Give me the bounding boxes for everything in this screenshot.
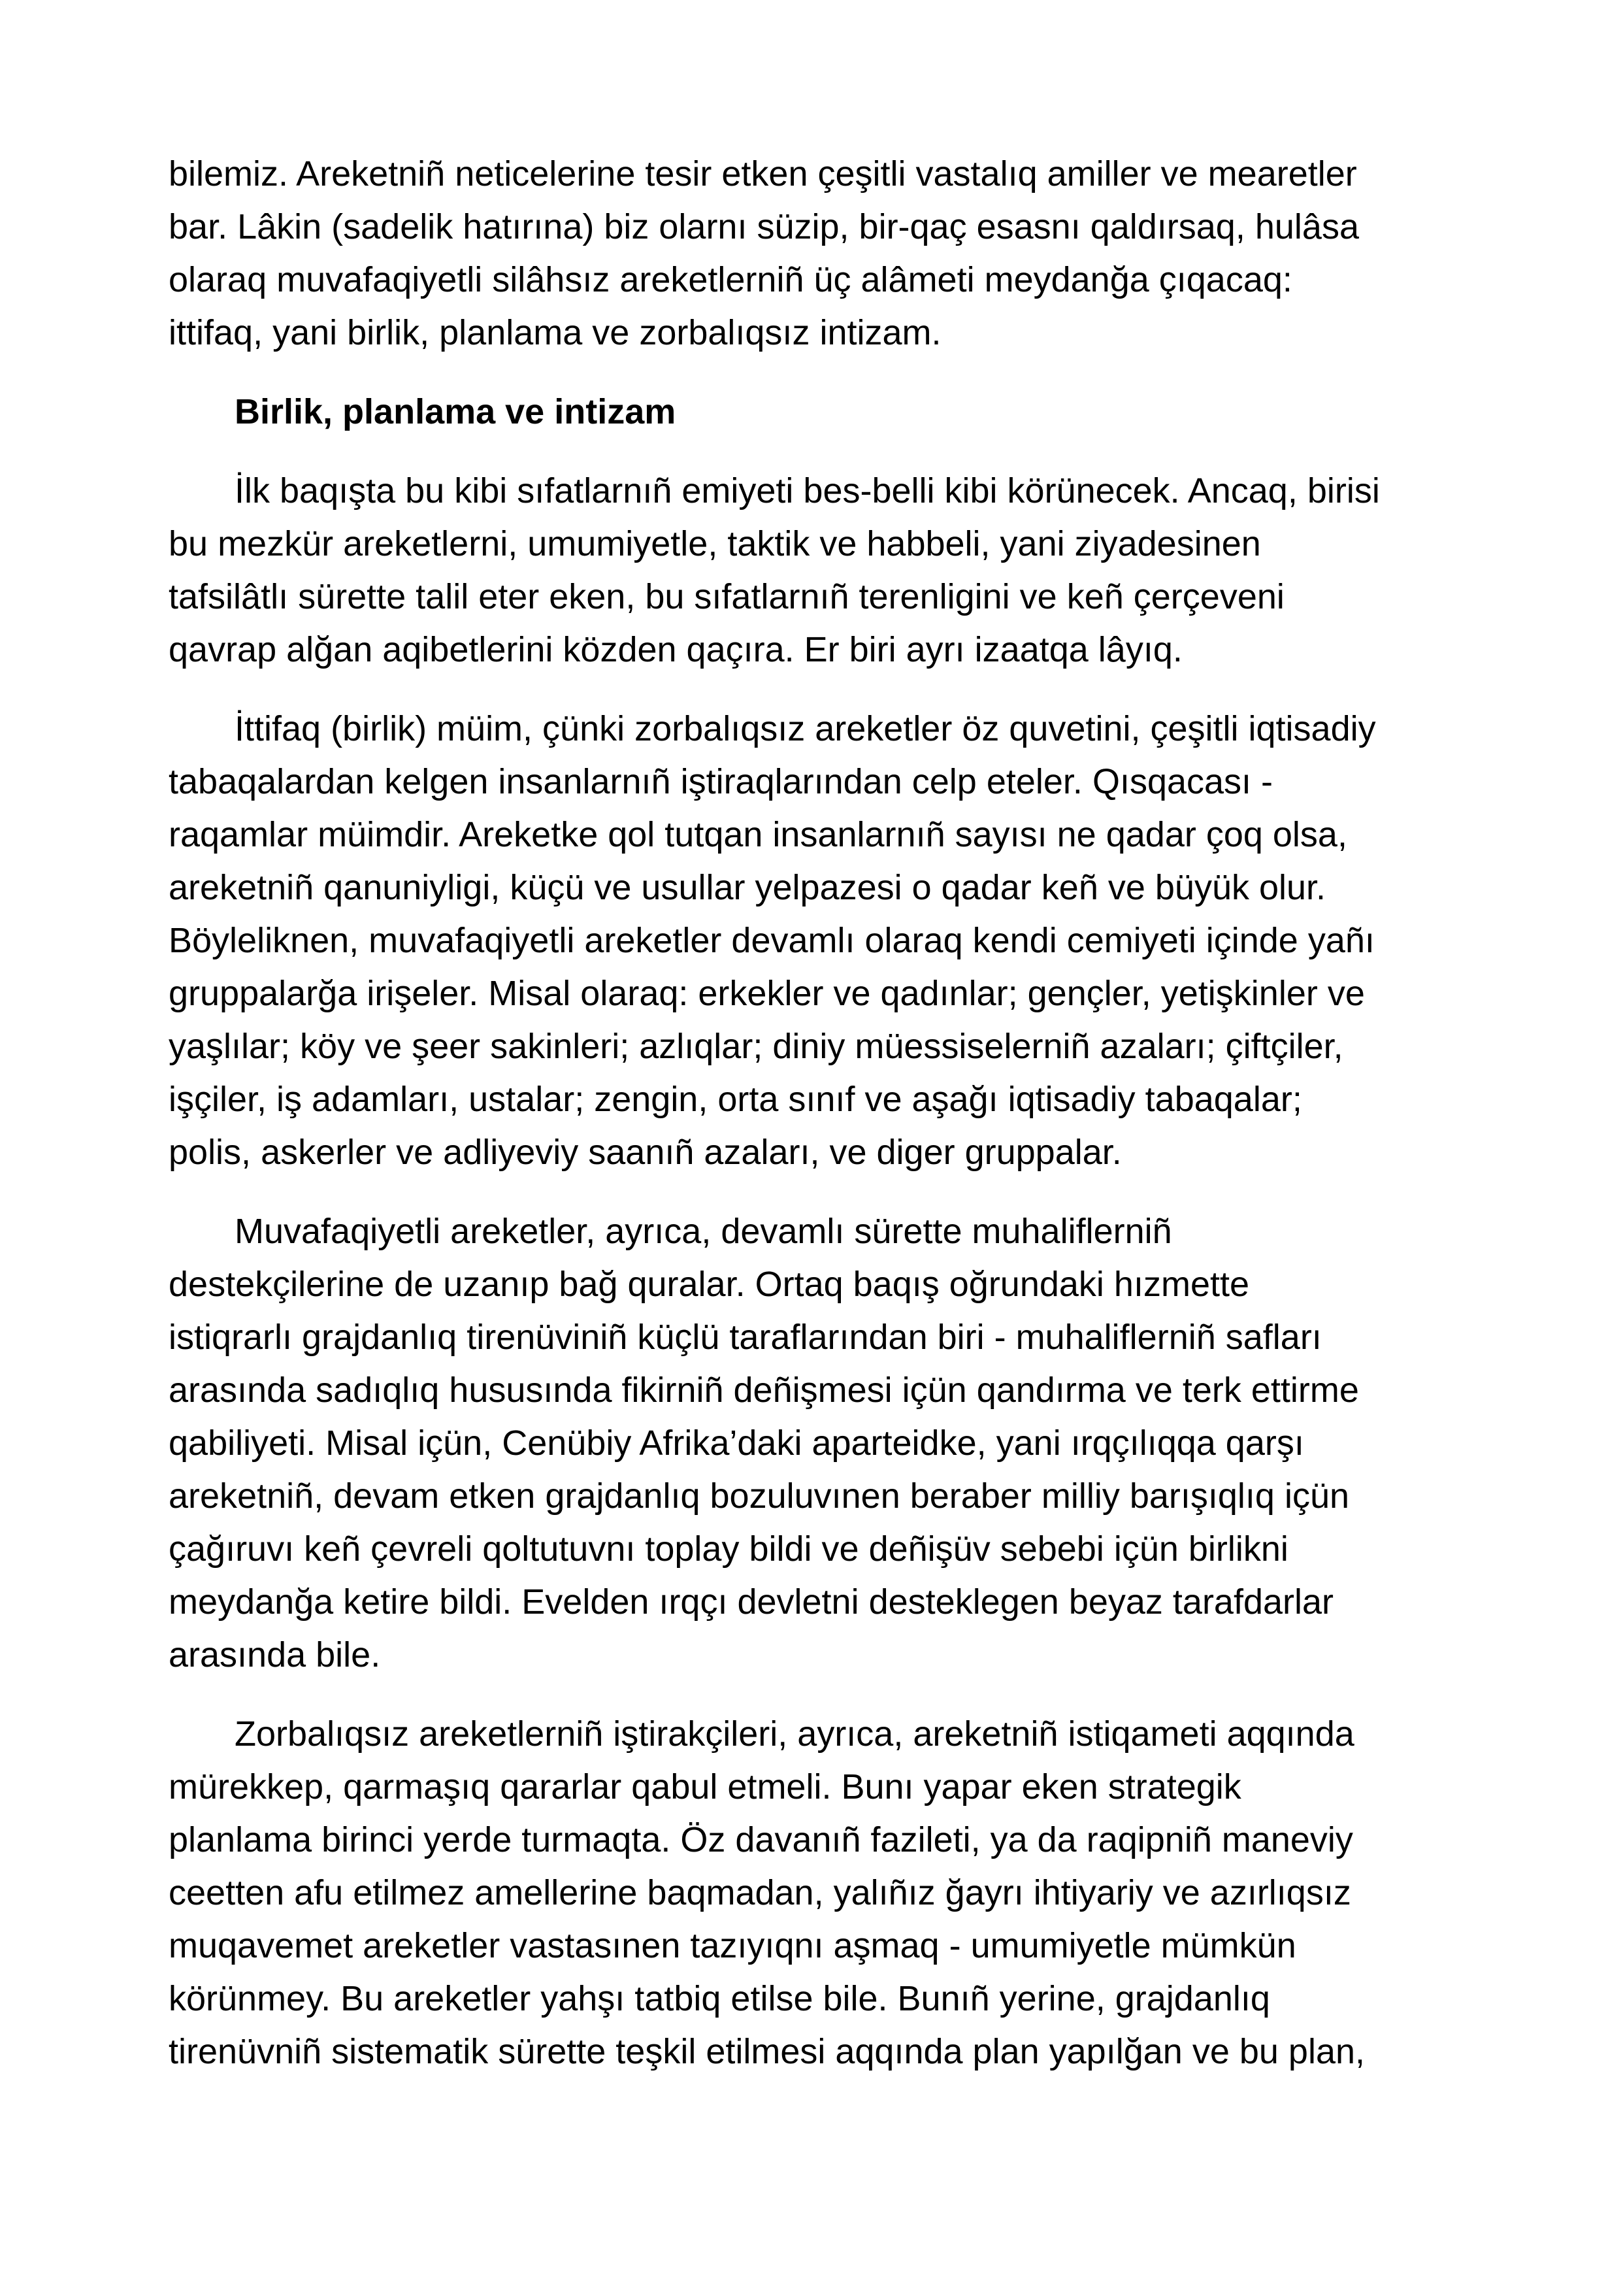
text-line: destekçilerine de uzanıp bağ quralar. Ortaq baqış oğrundaki hızmette [169, 1265, 1250, 1304]
text-line: ittifaq, yani birlik, planlama ve zorbalıqsız intizam. [169, 313, 942, 352]
text-line: arasında sadıqlıq hususında fikirniñ deñişmesi içün qandırma ve terk ettirme [169, 1371, 1359, 1410]
text-line: raqamlar müimdir. Areketke qol tutqan insanlarnıñ sayısı ne qadar çoq olsa, [169, 815, 1347, 854]
text-line: Böyleliknen, muvafaqiyetli areketler devamlı olaraq kendi cemiyeti içinde yañı [169, 921, 1375, 960]
paragraph-planning [169, 1708, 1475, 2078]
text-line: areketniñ, devam etken grajdanlıq bozuluvınen beraber milliy barışıqlıq içün [169, 1476, 1350, 1516]
text-line: yaşlılar; köy ve şeer sakinleri; azlıqlar; diniy müessiselerniñ azaları; çiftçiler, [169, 1027, 1343, 1066]
text-line: işçiler, iş adamları, ustalar; zengin, orta sınıf ve aşağı iqtisadiy tabaqalar; [169, 1080, 1302, 1119]
text-line: İlk baqışta bu kibi sıfatlarnıñ emiyeti bes-belli kibi körünecek. Ancaq, birisi [235, 471, 1380, 510]
text-line: muqavemet areketler vastasınen tazıyıqnı aşmaq - umumiyetle mümkün [169, 1926, 1296, 1965]
text-line: bilemiz. Areketniñ neticelerine tesir etken çeşitli vastalıq amiller ve mearetler [169, 154, 1357, 193]
text-line: İttifaq (birlik) müim, çünki zorbalıqsız areketler öz quvetini, çeşitli iqtisadiy [235, 709, 1376, 748]
text-line: bar. Lâkin (sadelik hatırına) biz olarnı süzip, bir-qaç esasnı qaldırsaq, hulâsa [169, 207, 1359, 246]
text-line: Zorbalıqsız areketlerniñ iştirakçileri, ayrıca, areketniñ istiqameti aqqında [235, 1714, 1354, 1754]
paragraph-intro-summary [169, 148, 1475, 359]
text-line: areketniñ qanuniyligi, küçü ve usullar yelpazesi o qadar keñ ve büyük olur. [169, 868, 1326, 907]
text-line: polis, askerler ve adliyeviy saanıñ azaları, ve diger gruppalar. [169, 1133, 1122, 1172]
text-line: gruppalarğa irişeler. Misal olaraq: erkekler ve qadınlar; gençler, yetişkinler ve [169, 974, 1365, 1013]
text-line: qabiliyeti. Misal içün, Cenübiy Afrika’daki aparteidke, yani ırqçılıqqa qarşı [169, 1423, 1304, 1463]
section-heading: Birlik, planlama ve intizam [235, 392, 676, 431]
paragraph-first-glance [169, 465, 1475, 676]
text-line: tabaqalardan kelgen insanlarnıñ iştiraqlarından celp eteler. Qısqacası - [169, 762, 1273, 801]
text-line: arasında bile. [169, 1635, 381, 1674]
text-line: meydanğa ketire bildi. Evelden ırqçı devletni desteklegen beyaz tarafdarlar [169, 1582, 1334, 1622]
text-line: çağıruvı keñ çevreli qoltutuvnı toplay bildi ve deñişüv sebebi içün birlikni [169, 1529, 1288, 1569]
text-line: planlama birinci yerde turmaqta. Öz davanıñ fazileti, ya da raqipniñ maneviy [169, 1820, 1353, 1859]
text-line: körünmey. Bu areketler yahşı tatbiq etilse bile. Bunıñ yerine, grajdanlıq [169, 1979, 1270, 2018]
text-line: bu mezkür areketlerni, umumiyetle, taktik ve habbeli, yani ziyadesinen [169, 524, 1261, 563]
paragraph-successful-movements [169, 1205, 1475, 1682]
text-line: tirenüvniñ sistematik sürette teşkil etilmesi aqqında plan yapılğan ve bu plan, [169, 2032, 1366, 2071]
text-line: qavrap alğan aqibetlerini közden qaçıra. Er biri ayrı izaatqa lâyıq. [169, 630, 1183, 669]
text-line: olaraq muvafaqiyetli silâhsız areketlerniñ üç alâmeti meydanğa çıqacaq: [169, 260, 1292, 299]
text-line: mürekkep, qarmaşıq qararlar qabul etmeli. Bunı yapar eken strategik [169, 1767, 1241, 1806]
text-line: tafsilâtlı sürette talil eter eken, bu sıfatlarnıñ terenligini ve keñ çerçeveni [169, 577, 1285, 616]
text-line: ceetten afu etilmez amellerine baqmadan, yalıñız ğayrı ihtiyariy ve azırlıqsız [169, 1873, 1351, 1912]
document-body [169, 148, 1475, 2105]
paragraph-unity [169, 703, 1475, 1179]
text-line: Muvafaqiyetli areketler, ayrıca, devamlı sürette muhaliflerniñ [235, 1212, 1172, 1251]
text-line: istiqrarlı grajdanlıq tirenüviniñ küçlü taraflarından biri - muhaliflerniñ safları [169, 1318, 1322, 1357]
